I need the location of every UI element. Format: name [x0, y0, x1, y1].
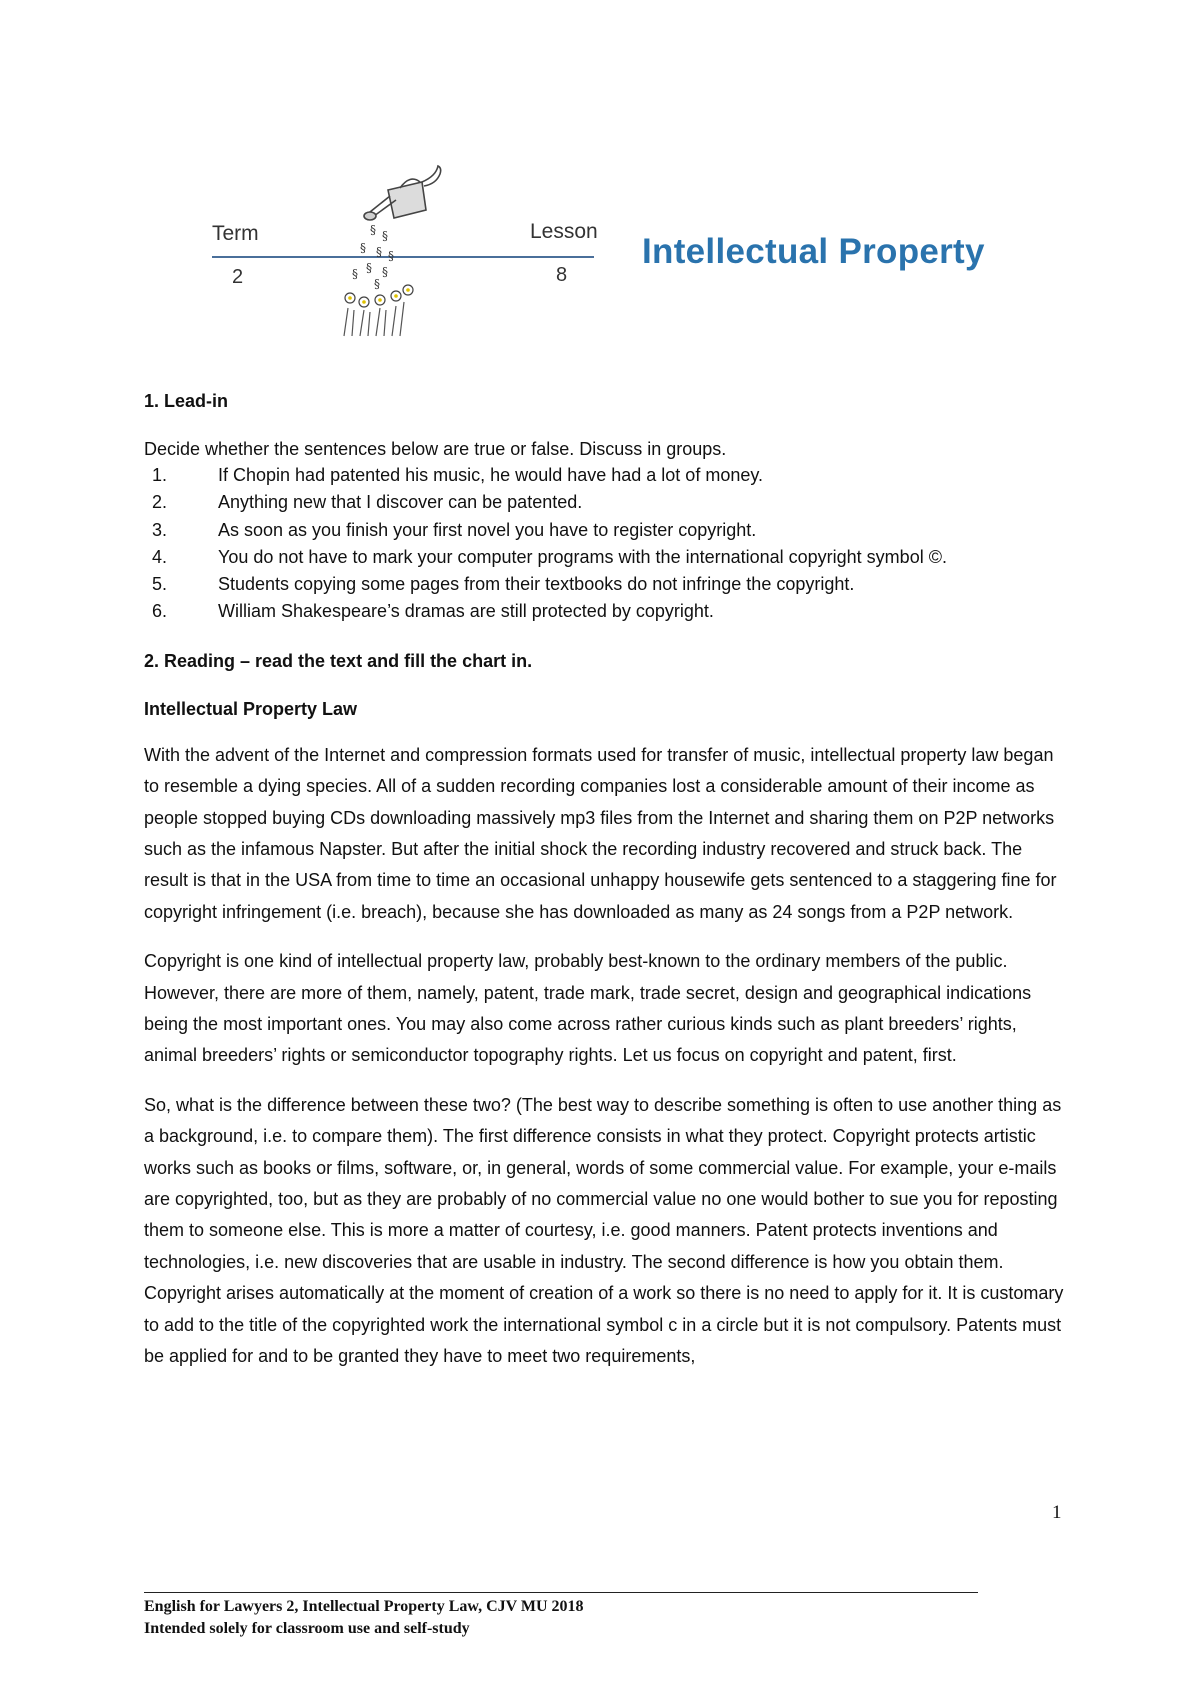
- lesson-number: 8: [556, 264, 568, 286]
- reading-paragraph: So, what is the difference between these two? (The best way to describe something is often to use another thing as a background, i.e. to compare them). The first difference consists in what they protect. Copyright protects artistic works such as books or films, software, or, in general, words of some commercial value. For example, your e-mails are copyrighted, too, but as they are probably of no commercial value no one would bother to sue you for reposting them to someone else. This is more a matter of courtesy, i.e. good manners. Patent protects inventions and technologies, i.e. new discoveries that are usable in industry. The second difference is how you obtain them. Copyright arises automatically at the moment of creation of a work so there is no need to apply for it. It is customary to add to the title of the copyrighted work the international symbol c in a circle but it is not compulsory. Patents must be applied for and to be granted they have to meet two requirements,: [144, 1094, 1064, 1367]
- svg-text:§: §: [388, 249, 394, 263]
- list-item: 3. As soon as you finish your first novel you have to register copyright.: [152, 519, 757, 540]
- lesson-content: [144, 388, 1064, 1373]
- list-item: 1. If Chopin had patented his music, he would have had a lot of money.: [152, 465, 764, 485]
- lesson-title: Intellectual Property: [642, 232, 985, 271]
- watering-can-flowers-icon: [330, 160, 450, 340]
- page-number: 1: [1052, 1502, 1062, 1523]
- term-number: 2: [232, 266, 244, 288]
- footer-divider: [144, 1592, 978, 1593]
- svg-text:§: §: [360, 241, 366, 255]
- list-item: 6. William Shakespeare’s dramas are still protected by copyright.: [152, 601, 714, 622]
- svg-text:§: §: [376, 245, 382, 259]
- lesson-banner: [140, 140, 1060, 350]
- svg-text:§: §: [370, 223, 376, 237]
- true-false-list: [144, 462, 1064, 626]
- svg-text:§: §: [366, 261, 372, 275]
- section-heading-reading: 2. Reading – read the text and fill the chart in.: [144, 650, 533, 671]
- lesson-label: Lesson: [530, 220, 598, 243]
- svg-text:§: §: [374, 277, 380, 291]
- page-footer: [144, 1596, 584, 1640]
- list-item: 2. Anything new that I discover can be patented.: [152, 492, 583, 513]
- footer-line: English for Lawyers 2, Intellectual Property Law, CJV MU 2018: [144, 1598, 584, 1615]
- term-label: Term: [212, 222, 259, 245]
- list-item: 5. Students copying some pages from their textbooks do not infringe the copyright.: [152, 574, 855, 595]
- list-item: 4. You do not have to mark your computer programs with the international copyright symbol ©.: [152, 546, 947, 567]
- lead-in-instruction: Decide whether the sentences below are true or false. Discuss in groups.: [144, 439, 727, 459]
- footer-line: Intended solely for classroom use and self-study: [144, 1620, 470, 1637]
- section-heading-lead-in: 1. Lead-in: [144, 391, 229, 411]
- svg-text:§: §: [352, 267, 358, 281]
- svg-text:§: §: [382, 265, 388, 279]
- reading-paragraph: With the advent of the Internet and compression formats used for transfer of music, intellectual property law began to resemble a dying species. All of a sudden recording companies lost a considerable amount of their income as people stopped buying CDs downloading massively mp3 files from the Internet and sharing them on P2P networks such as the infamous Napster. But after the initial shock the recording industry recovered and struck back. The result is that in the USA from time to time an occasional unhappy housewife gets sentenced to a staggering fine for copyright infringement (i.e. breach), because she has downloaded as many as 24 songs from a P2P network.: [144, 744, 1057, 922]
- reading-paragraph: Copyright is one kind of intellectual property law, probably best-known to the ordinary members of the public. However, there are more of them, namely, patent, trade mark, trade secret, design and geographical indications being the most important ones. You may also come across rather curious kinds such as plant breeders’ rights, animal breeders’ rights or semiconductor topography rights. Let us focus on copyright and patent, first.: [144, 951, 1032, 1066]
- svg-text:§: §: [382, 229, 388, 243]
- text-subheading: Intellectual Property Law: [144, 698, 358, 719]
